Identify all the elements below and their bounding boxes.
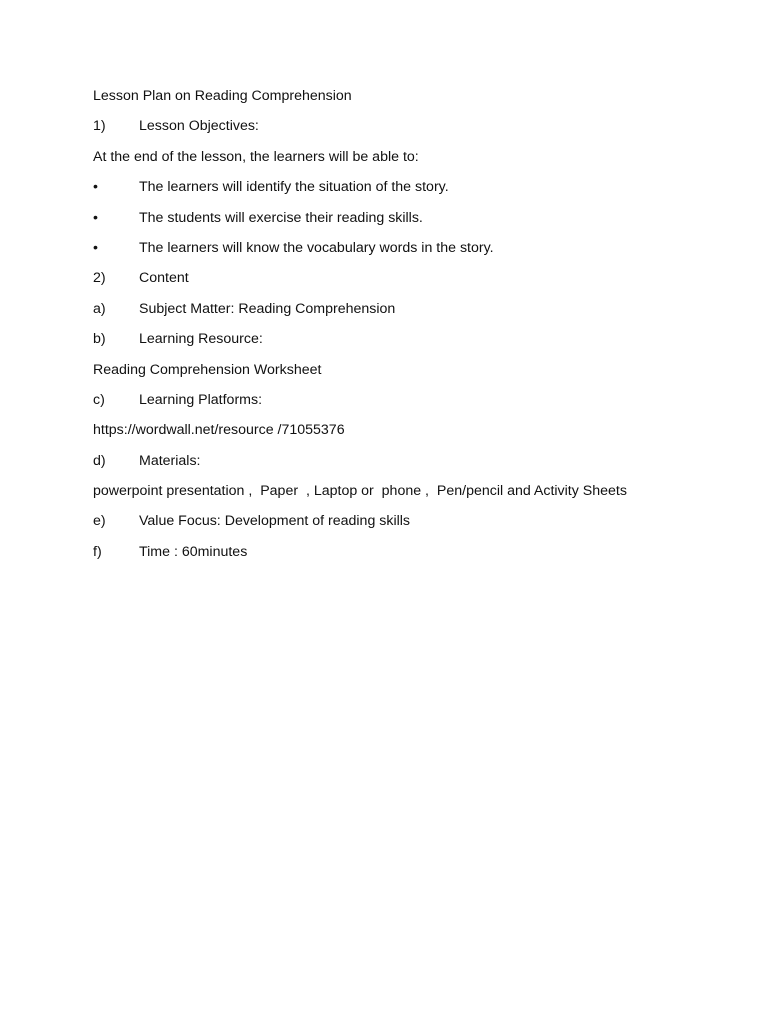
line-marker: c) xyxy=(93,391,105,408)
line-marker: a) xyxy=(93,300,106,317)
document-line xyxy=(93,268,713,298)
document-line xyxy=(93,420,713,450)
line-marker: e) xyxy=(93,513,106,530)
line-text: The learners will know the vocabulary words in the story. xyxy=(139,239,494,256)
line-marker: 1) xyxy=(93,118,106,135)
document-line xyxy=(93,238,713,268)
line-marker: • xyxy=(93,179,98,196)
line-text: Subject Matter: Reading Comprehension xyxy=(139,300,396,317)
document-line xyxy=(93,542,713,572)
line-marker: • xyxy=(93,239,98,256)
line-marker: • xyxy=(93,209,98,226)
document-title-line xyxy=(93,86,713,116)
line-text: https://wordwall.net/resource /71055376 xyxy=(93,422,345,439)
document-title: Lesson Plan on Reading Comprehension xyxy=(93,88,352,104)
document-line xyxy=(93,360,713,390)
line-text: The learners will identify the situation of the story. xyxy=(139,179,449,196)
line-marker: f) xyxy=(93,543,102,560)
line-text: Reading Comprehension Worksheet xyxy=(93,361,322,378)
document-line xyxy=(93,299,713,329)
document-line xyxy=(93,511,713,541)
line-text: Lesson Objectives: xyxy=(139,118,259,135)
line-marker: 2) xyxy=(93,270,106,287)
document-line xyxy=(93,177,713,207)
document-line xyxy=(93,390,713,420)
document-line xyxy=(93,116,713,146)
line-marker: d) xyxy=(93,452,106,469)
document-line xyxy=(93,208,713,238)
line-marker: b) xyxy=(93,331,106,348)
line-text: powerpoint presentation , Paper , Laptop or phone , Pen/pencil and Activity Sheets xyxy=(93,483,627,500)
line-text: Content xyxy=(139,270,189,287)
document-line xyxy=(93,329,713,359)
line-text: Learning Platforms: xyxy=(139,391,263,408)
document-line xyxy=(93,147,713,177)
line-text: Time : 60minutes xyxy=(139,543,248,560)
document-lines xyxy=(93,116,713,572)
line-text: Learning Resource: xyxy=(139,331,263,348)
line-text: At the end of the lesson, the learners will be able to: xyxy=(93,148,419,165)
line-text: Value Focus: Development of reading skills xyxy=(139,513,411,530)
document-body xyxy=(93,86,713,572)
document-line xyxy=(93,481,713,511)
document-line xyxy=(93,451,713,481)
line-text: The students will exercise their reading skills. xyxy=(139,209,423,226)
line-text: Materials: xyxy=(139,452,201,469)
